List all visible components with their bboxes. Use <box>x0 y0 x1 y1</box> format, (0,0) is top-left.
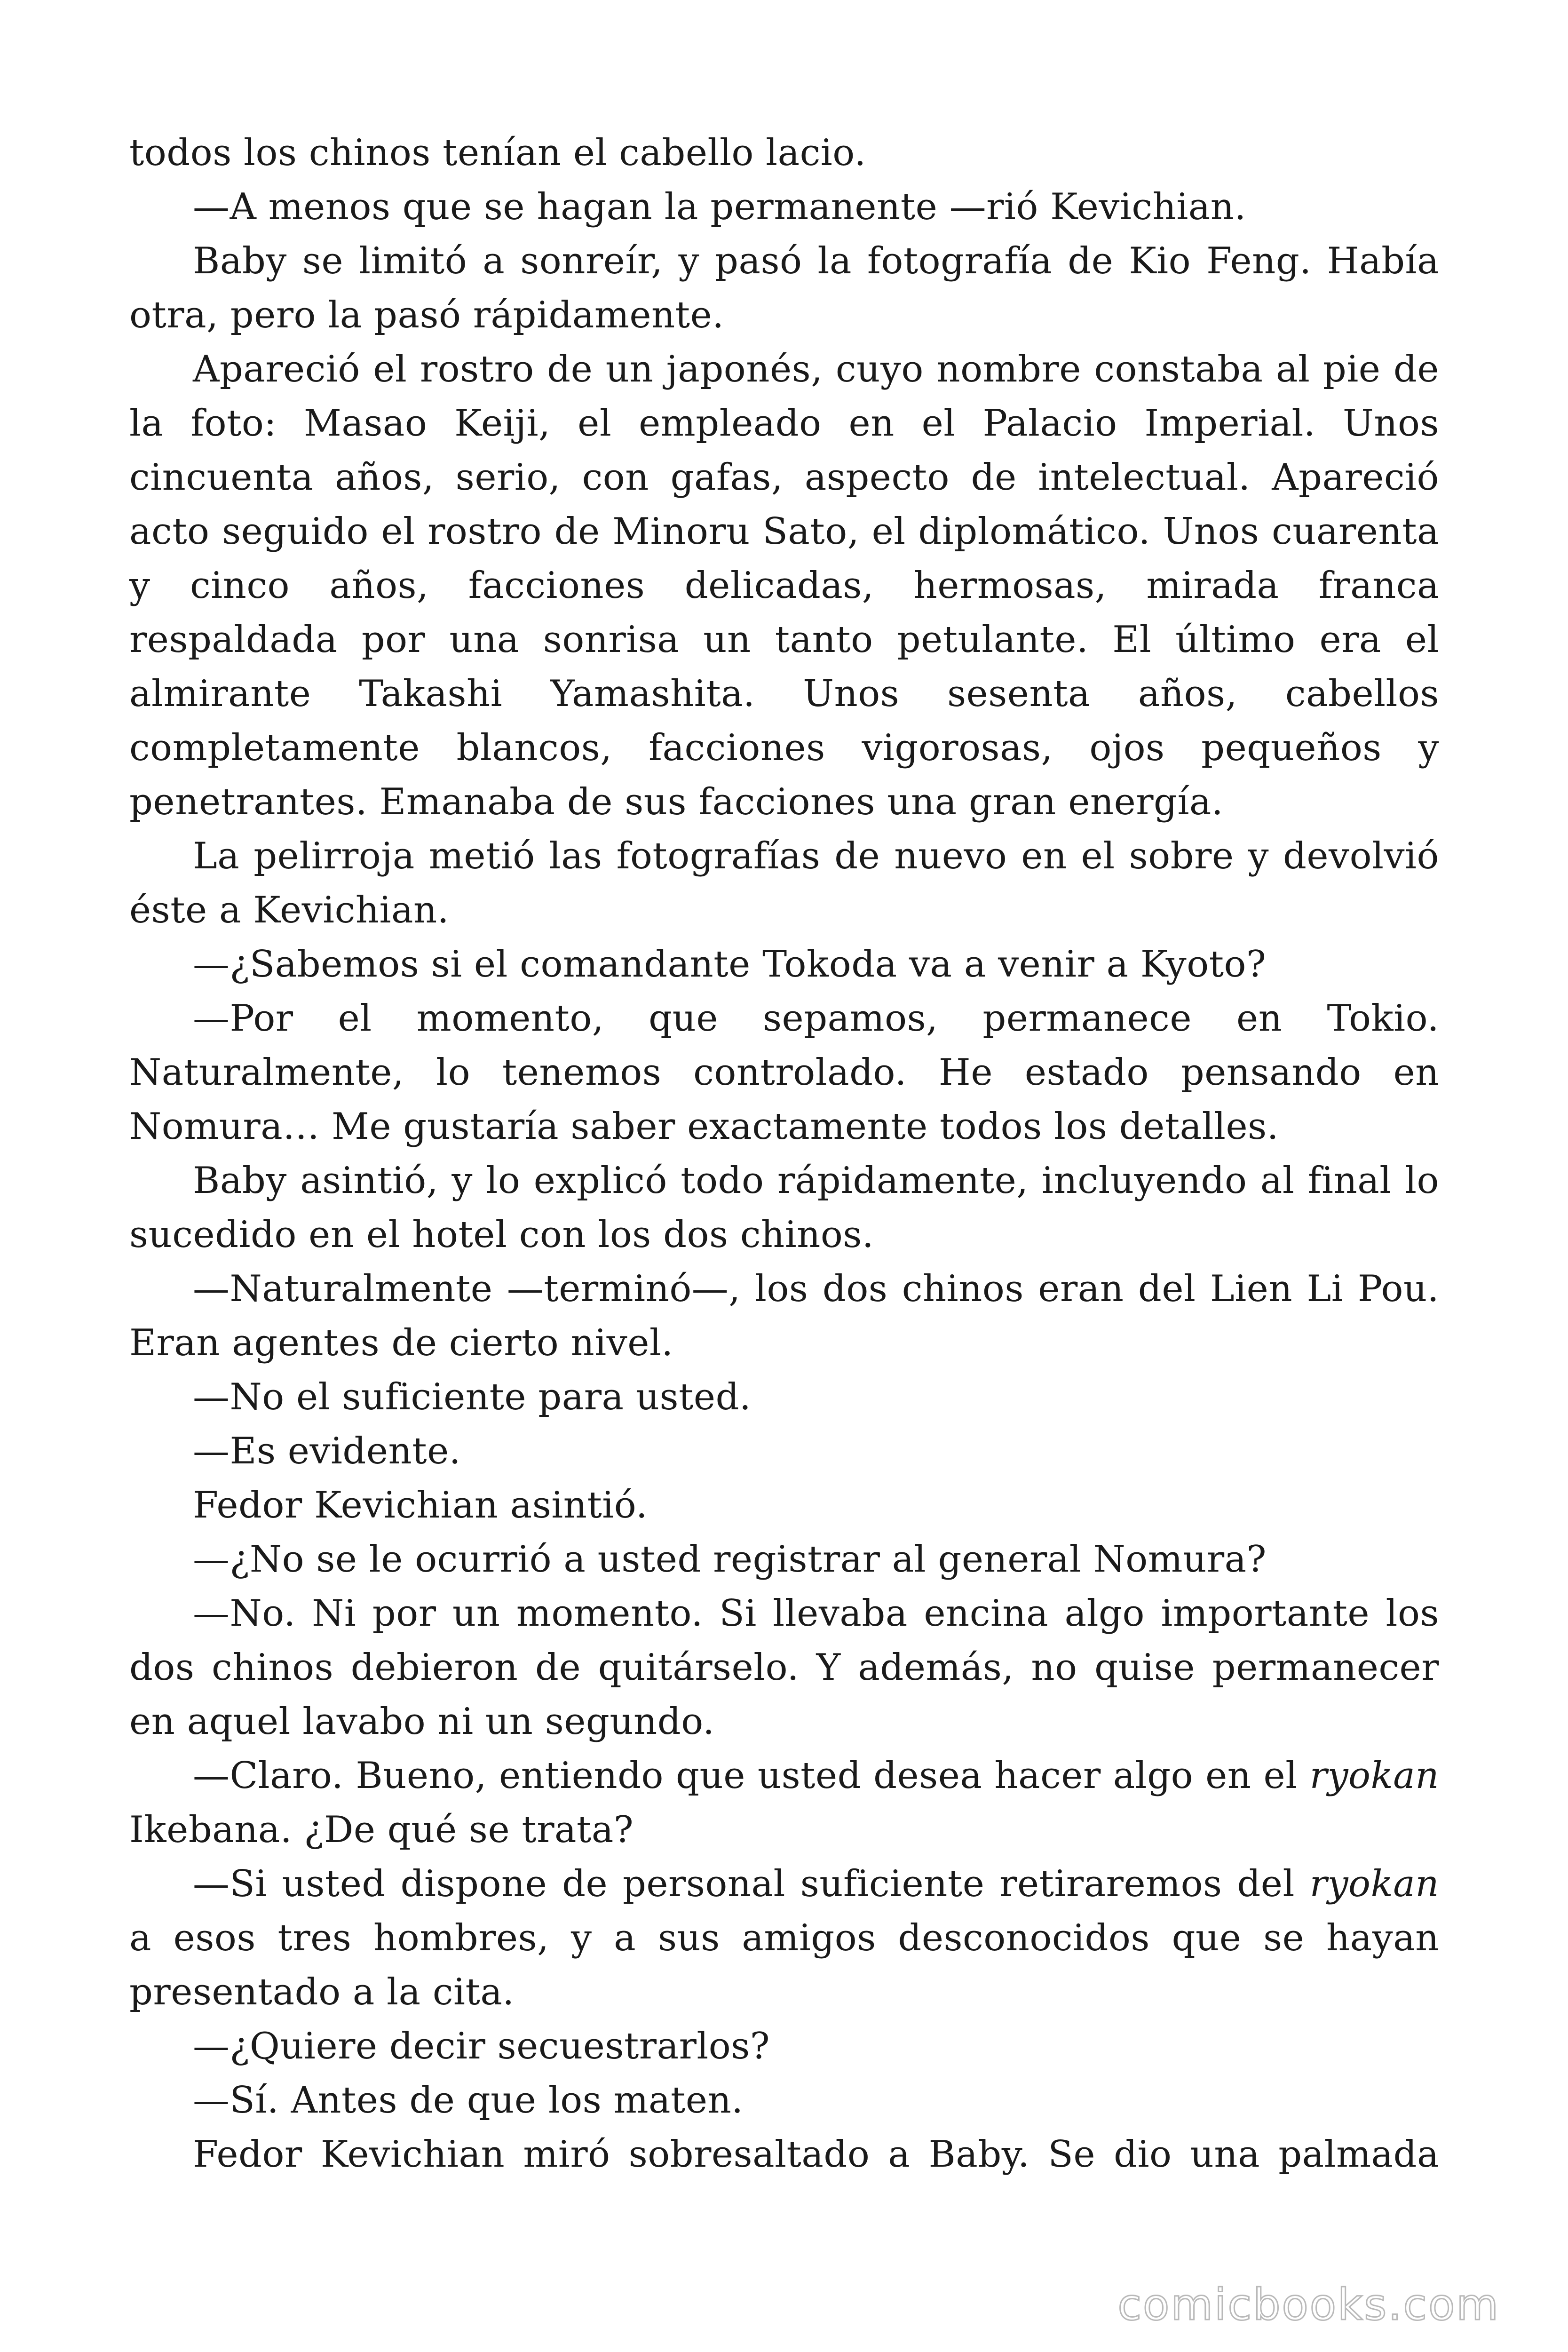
italic-term: ryokan <box>1309 1863 1439 1905</box>
paragraph-text: Ikebana. ¿De qué se trata? <box>129 1809 634 1851</box>
paragraph: todos los chinos tenían el cabello lacio. <box>129 132 866 174</box>
paragraph: Baby se limitó a sonreír, y pasó la fotografía de Kio Feng. Había otra, pero la pasó rápidamente. <box>129 240 1439 336</box>
paragraph: —A menos que se hagan la permanente —rió Kevichian. <box>193 186 1246 228</box>
paragraph: —Por el momento, que sepamos, permanece en Tokio. Naturalmente, lo tenemos controlado. He estado pensando en Nomura… Me gustaría saber exactamente todos los detalles. <box>129 997 1439 1148</box>
paragraph <box>129 1749 1439 1857</box>
paragraph: —Sí. Antes de que los maten. <box>193 2079 744 2122</box>
paragraph: Apareció el rostro de un japonés, cuyo nombre constaba al pie de la foto: Masao Keiji, el empleado en el Palacio Imperial. Unos cincuenta años, serio, con gafas, aspecto de intelectual. Apareció acto seguido el rostro de Minoru Sato, el diplomático. Unos cuarenta y cinco años, facciones delicadas, hermosas, mirada franca respaldada por una sonrisa un tanto petulante. El último era el almirante Takashi Yamashita. Unos sesenta años, cabellos completamente blancos, facciones vigorosas, ojos pequeños y penetrantes. Emanaba de sus facciones una gran energía. <box>129 348 1439 823</box>
paragraph <box>129 1857 1439 2019</box>
page-body <box>129 126 1439 2182</box>
watermark: comicbooks.com <box>1117 2280 1500 2330</box>
paragraph: Fedor Kevichian miró sobresaltado a Baby. Se dio una palmada <box>193 2133 1439 2176</box>
paragraph: —¿Quiere decir secuestrarlos? <box>193 2025 770 2067</box>
paragraph: —¿Sabemos si el comandante Tokoda va a venir a Kyoto? <box>193 943 1267 985</box>
paragraph: —¿No se le ocurrió a usted registrar al general Nomura? <box>193 1538 1267 1581</box>
paragraph: —Naturalmente —terminó—, los dos chinos eran del Lien Li Pou. Eran agentes de cierto nivel. <box>129 1268 1439 1364</box>
paragraph-text: —Claro. Bueno, entiendo que usted desea hacer algo en el <box>193 1755 1310 1797</box>
paragraph: La pelirroja metió las fotografías de nuevo en el sobre y devolvió éste a Kevichian. <box>129 835 1439 931</box>
paragraph: —No el suficiente para usted. <box>193 1376 752 1418</box>
paragraph-text: a esos tres hombres, y a sus amigos desconocidos que se hayan presentado a la cita. <box>129 1917 1439 2013</box>
paragraph: Baby asintió, y lo explicó todo rápidamente, incluyendo al final lo sucedido en el hotel con los dos chinos. <box>129 1160 1439 1256</box>
italic-term: ryokan <box>1309 1755 1439 1797</box>
paragraph: —Es evidente. <box>193 1430 461 1472</box>
paragraph-text: —Si usted dispone de personal suficiente retiraremos del <box>193 1863 1310 1905</box>
paragraph: —No. Ni por un momento. Si llevaba encina algo importante los dos chinos debieron de quitárselo. Y además, no quise permanecer en aquel lavabo ni un segundo. <box>129 1592 1439 1743</box>
paragraph: Fedor Kevichian asintió. <box>193 1484 648 1526</box>
